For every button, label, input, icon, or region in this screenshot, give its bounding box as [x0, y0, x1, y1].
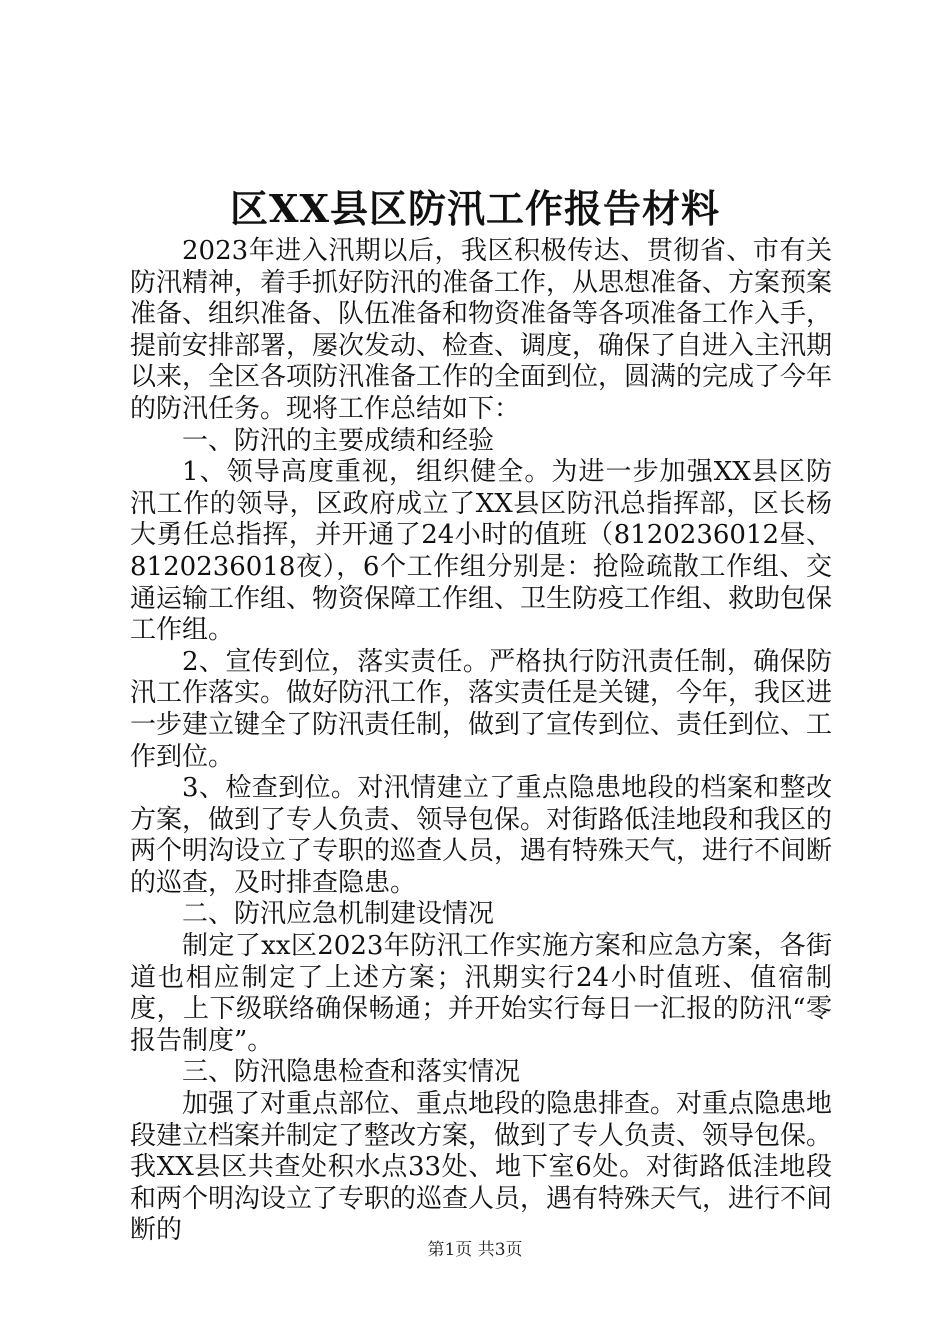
- intro-paragraph: 2023年进入汛期以后，我区积极传达、贯彻省、市有关防汛精神，着手抓好防汛的准备工作，从思想准备、方案预案准备、组织准备、队伍准备和物资准备等各项准备工作入手，提前安排部署，屡次发动、检查、调度，确保了自进入主汛期以来，全区各项防汛准备工作的全面到位，圆满的完成了今年的防汛任务。现将工作总结如下：: [130, 236, 833, 424]
- paragraph-emergency-mechanism: 制定了xx区2023年防汛工作实施方案和应急方案，各街道也相应制定了上述方案；汛期实行24小时值班、值宿制度，上下级联络确保畅通；并开始实行每日一汇报的防汛“零报告制度”。: [130, 931, 832, 1056]
- section-heading-2: 二、防汛应急机制建设情况: [182, 899, 495, 930]
- section-heading-1: 一、防汛的主要成绩和经验: [182, 425, 495, 456]
- document-title: 区XX县区防汛工作报告材料: [230, 186, 720, 231]
- paragraph-hazard-check: 加强了对重点部位、重点地段的隐患排查。对重点隐患地段建立档案并制定了整改方案，做到了专人负责、领导包保。我XX县区共查处积水点33处、地下室6处。对街路低洼地段和两个明沟设立了专职的巡查人员，遇有特殊天气，进行不间断的: [130, 1089, 833, 1246]
- paragraph-inspection: 3、检查到位。对汛情建立了重点隐患地段的档案和整改方案，做到了专人负责、领导包保。对街路低洼地段和我区的两个明沟设立了专职的巡查人员，遇有特殊天气，进行不间断的巡查，及时排查隐患。: [130, 773, 833, 898]
- document-body: [130, 236, 832, 1247]
- page-number-footer: 第1页 共3页: [427, 1240, 523, 1260]
- section-heading-3: 三、防汛隐患检查和落实情况: [182, 1057, 521, 1088]
- paragraph-responsibility: 2、宣传到位，落实责任。严格执行防汛责任制，确保防汛工作落实。做好防汛工作，落实责任是关键，今年，我区进一步建立键全了防汛责任制，做到了宣传到位、责任到位、工作到位。: [130, 646, 833, 772]
- paragraph-leadership: 1、领导高度重视，组织健全。为进一步加强XX县区防汛工作的领导，区政府成立了XX县区防汛总指挥部，区长杨大勇任总指挥，并开通了24小时的值班（8120236012昼、8120236018夜），6个工作组分别是：抢险疏散工作组、交通运输工作组、物资保障工作组、卫生防疫工作组、救助包保工作组。: [130, 457, 833, 646]
